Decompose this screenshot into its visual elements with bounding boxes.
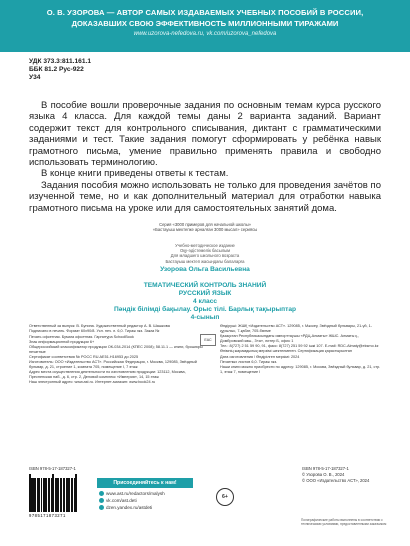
print-footnote: Полиграфические работы выполнены в соответствии с техническими условиями, предоставленными заказчиком (301, 518, 387, 527)
series-kz: «Бастауыш мектепке арналған 3000 мысал» сериясы (152, 227, 258, 233)
genre-line-2: Оқу-әдістемелік басылым (179, 248, 231, 254)
social-dzen-text: dzen.yandex.ru/astdeti (106, 505, 153, 510)
imprint-line: Адрес места осуществления деятельности по изготовлению продукции: 123112, Москва, Пресненская наб., д. 6, стр. 2, Деловой комплекс «Империя», 14, 15 этаж (29, 370, 186, 380)
description-paragraph-1: В пособие вошли проверочные задания по основным темам курса русского языка 4 класса. Для каждой темы даны 2 варианта заданий. Вариант содержит текст для контрольного списывания, диктант с грамматическими заданиями и тест. Такие задания помогут сформировать у ребёнка навык грамотного письма, умение правильно применять правила и свободно использовать терминологию. (29, 100, 381, 169)
social-vk-link[interactable] (99, 498, 137, 503)
imprint-line: Сертификат соответствия № РОСС RU.АЕ51.Н16953 до 2025 (29, 355, 139, 360)
barcode (29, 474, 89, 512)
bbk-code: ББК 81.2 Рус-922 (29, 66, 84, 74)
banner-website[interactable]: www.uzorova-nefedova.ru, vk.com/uzorova_nefedova (133, 31, 277, 37)
top-banner (0, 0, 410, 52)
barcode-number: 9785171873271 (29, 513, 66, 518)
book-grade-kz: 4-сынып (190, 314, 220, 321)
imprint-line: Дата изготовления / Өндірілген мерзімі: 2024 (220, 354, 300, 359)
age-rating-badge: 6+ (216, 488, 234, 506)
banner-line-1: О. В. УЗОРОВА — АВТОР САМЫХ ИЗДАВАЕМЫХ УЧЕБНЫХ ПОСОБИЙ В РОССИИ, (46, 8, 364, 17)
social-dzen-link[interactable] (99, 505, 152, 510)
isbn-label-right: ISBN 978-5-17-187327-1 (302, 466, 349, 471)
imprint-right (220, 324, 382, 375)
imprint-line: Ответственный за выпуск: В. Бунина. Художественный редактор А. В. Шашкова (29, 324, 170, 328)
book-subject: РУССКИЙ ЯЗЫК (178, 290, 232, 297)
imprint-line: Тел.: 8(727) 2 51 59 90, 91, факс: 8(727) 251 59 92 ішкі 107. E-mail: RDC-Almaty@eksmo.kz (220, 344, 379, 348)
description-paragraph-3: Задания пособия можно использовать не только для проведения зачётов по изученной теме, но и как дополнительный материал для отработки навыка грамотного письма на уроке или для самостоятельных занятий дома. (29, 179, 381, 214)
imprint-left (29, 324, 207, 386)
isbn-block-right (302, 466, 369, 484)
imprint-line: Подписано в печать. Формат 60х90/8. Усл. печ. л. 6,0. Тираж экз. Заказ № (29, 329, 160, 334)
imprint-line: Наш электронный адрес: www.ast.ru. Интернет-магазин: www.book24.ru (29, 380, 156, 385)
banner-line-2: ДОКАЗАВШИХ СВОЮ ЭФФЕКТИВНОСТЬ МИЛЛИОННЫМИ ТИРАЖАМИ (71, 19, 339, 28)
genre-line-3: Для младшего школьного возраста (170, 253, 240, 259)
social-site-link[interactable] (99, 491, 165, 496)
series-block (0, 222, 410, 233)
globe-icon (99, 491, 104, 496)
imprint-line: Өнімнің жарамдылық мерзімі шектелмеген. Сертификация қарастырылған (220, 349, 352, 354)
book-title: ТЕМАТИЧЕСКИЙ КОНТРОЛЬ ЗНАНИЙ (143, 282, 267, 289)
imprint-line: Общероссийский классификатор продукции ОК-034-2014 (КПЕС 2008); 58.11.1 — книги, брошюры печатные (29, 345, 203, 354)
social-title: Присоединяйтесь к нам! (97, 478, 193, 488)
genre-line-1: Учебно-методическое издание (175, 243, 235, 248)
isbn-label-left: ISBN 978-5-17-187327-1 (29, 466, 76, 471)
series-ru: Серия «3000 примеров для начальной школы» (159, 222, 251, 227)
vk-icon (99, 498, 104, 503)
genre-block (0, 243, 410, 264)
book-title-kz: Пәндік білімді бақылау. Орыс тілі. Барлық тақырыптар (113, 306, 297, 313)
barcode-bar (76, 474, 77, 512)
imprint-line: Печатных листов 6,0. Тираж экз. (220, 359, 278, 364)
imprint-line: Печать офсетная. Бумага офсетная. Гарнитура SchoolBook (29, 334, 134, 339)
imprint-line: Наши книги можно приобрести по адресу: 129085, г. Москва, Звёздный бульвар, д. 21, стр. 1, этаж 7, помещение I (220, 365, 381, 374)
genre-line-4: Бастауыш мектеп жасындағы балаларға (165, 258, 245, 264)
imprint-line: Қазақстан Республикасындағы импорттаушы «РДЦ-Алматы» ЖШС. Алматы қ., Домбровский көш., 3«а», литер Б, офис 1 (220, 334, 360, 343)
description-paragraph-2: В конце книги приведены ответы к тестам. (41, 168, 229, 180)
imprint-line: Знак информационной продукции 6+ (29, 339, 95, 344)
conformity-mark: ЕАС (200, 334, 216, 346)
imprint-line: Изготовитель: ООО «Издательство АСТ». Российская Федерация, г. Москва, 129085, Звёздный бульвар, д. 21, строение 1, комната 705, помещение I, 7 этаж (29, 360, 197, 370)
classification-block (29, 58, 91, 83)
book-grade: 4 класс (192, 298, 218, 305)
imprint-line: Өндіруші: ЖШҚ «Издательство АСТ». 129085, г. Мәскеу, Звёздный бульвары, 21-үй, 1-құрылыс, 7-қабат, 705-бөлме (220, 324, 372, 333)
social-site-text: www.ast.ru/redactors/malysh (106, 491, 165, 496)
dzen-icon (99, 505, 104, 510)
copyright-publisher: © ООО «Издательство АСТ», 2024 (302, 478, 370, 483)
copyright-author: © Узорова О. В., 2024 (302, 472, 345, 477)
udk-code: УДК 373.3:811.161.1 (29, 58, 91, 65)
author-sign: У34 (29, 74, 41, 82)
author-name: Узорова Ольга Васильевна (160, 266, 250, 273)
social-vk-text: vk.com/ast.deti (106, 498, 137, 503)
book-description (29, 100, 381, 214)
